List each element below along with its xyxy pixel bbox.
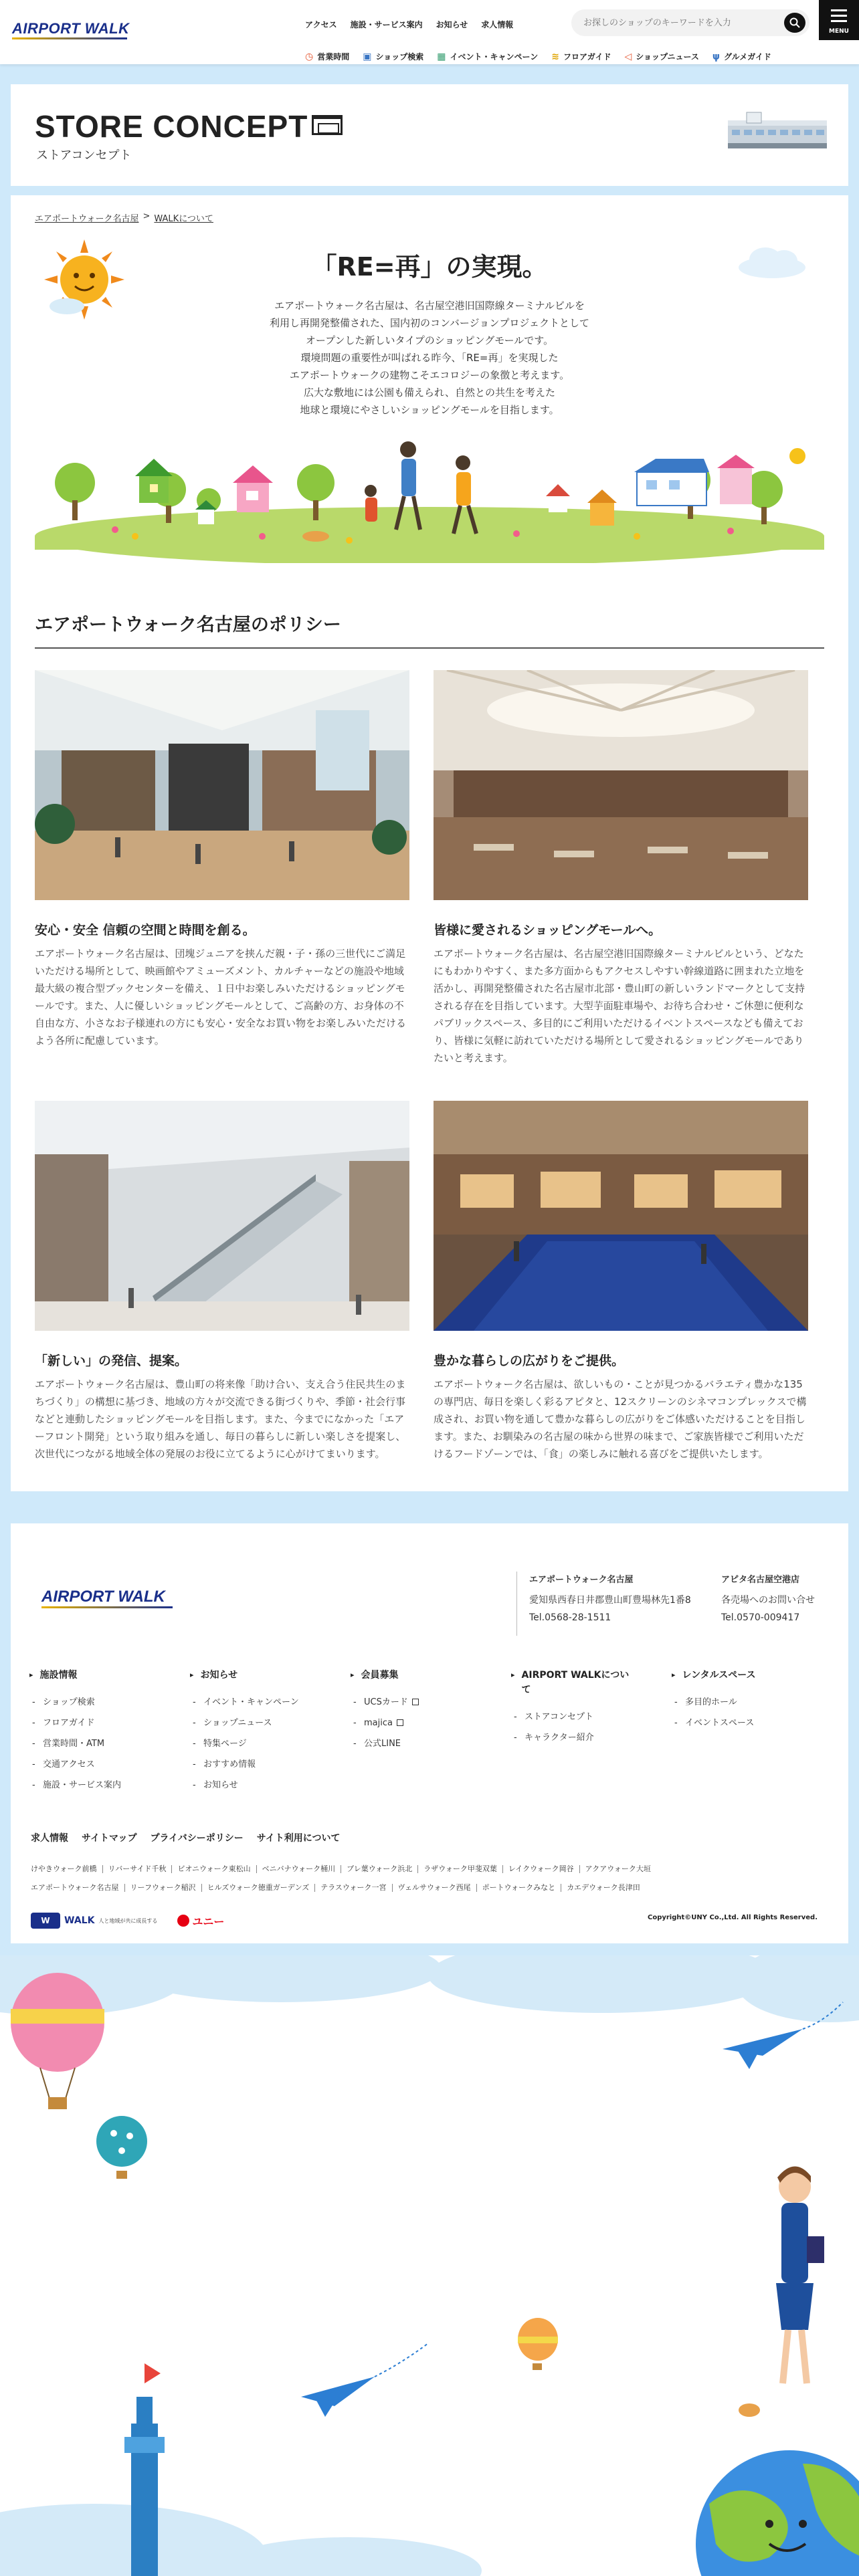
- calendar-icon: ▦: [437, 51, 446, 62]
- footer-link[interactable]: - ストアコンセプト: [511, 1707, 672, 1727]
- site-header: [0, 0, 859, 64]
- search-icon: [789, 17, 800, 28]
- mall-link[interactable]: ビオニウォーク東松山: [171, 1865, 256, 1873]
- menu-label: MENU: [829, 28, 849, 35]
- policy-card-new: [35, 1101, 409, 1463]
- footer-link[interactable]: - 公式LINE: [351, 1733, 511, 1754]
- mall-link[interactable]: アクアウォーク大垣: [579, 1865, 656, 1873]
- store-icon: [312, 115, 343, 135]
- footer-col-facility: [29, 1668, 190, 1796]
- subnav-floor-guide[interactable]: ≋ フロアガイド: [551, 51, 611, 62]
- footer-link[interactable]: - イベントスペース: [672, 1713, 832, 1733]
- sub-nav: [305, 51, 771, 62]
- concept-header-panel: [11, 84, 848, 186]
- search-input[interactable]: [571, 9, 765, 36]
- card-title: 皆様に愛されるショッピングモールへ。: [434, 923, 662, 938]
- top-nav: [305, 19, 513, 30]
- footer-col-rental: [672, 1668, 832, 1796]
- mall-link[interactable]: ポートウォークみなと: [476, 1884, 561, 1892]
- external-link-icon: [412, 1699, 419, 1705]
- mall-link[interactable]: リバーサイド千秋: [102, 1865, 172, 1873]
- footer-utility-links: [31, 1831, 341, 1844]
- menu-button[interactable]: [819, 0, 859, 40]
- sky-illustration: [0, 1955, 859, 2576]
- mall-link[interactable]: レイクウォーク岡谷: [502, 1865, 579, 1873]
- policy-heading: エアポートウォーク名古屋のポリシー: [35, 615, 341, 635]
- main-content-panel: [11, 195, 848, 1491]
- mall-link[interactable]: ベニバナウォーク桶川: [256, 1865, 341, 1873]
- megaphone-icon: ◁: [624, 51, 632, 62]
- restaurant-zone-photo: [434, 1101, 808, 1331]
- search-button[interactable]: [784, 13, 805, 33]
- breadcrumb-current[interactable]: WALKについて: [154, 214, 213, 224]
- food-court-photo: [434, 670, 808, 900]
- nav-news[interactable]: お知らせ: [436, 20, 468, 29]
- mall-link[interactable]: エアポートウォーク名古屋: [31, 1883, 119, 1892]
- footer-link[interactable]: - 施設・サービス案内: [29, 1775, 190, 1796]
- hero-text: エアポートウォーク名古屋は、名古屋空港旧国際線ターミナルビルを 利用し再開発整備された、国内初のコンバージョンプロジェクトとして オープンした新しいタイプのショッピングモールです。 環境問題の重要性が叫ばれる昨今、「RE=再」を実現した エアポートウォークの建物こそエコロジーの象徴と考えます。 広大な敷地には公園も備えられ、自然との共生を考えた 地球と環境にやさしいショッピングモールを目指します。: [269, 300, 590, 416]
- footer-panel: [11, 1523, 848, 1943]
- footer-col-title: ▸ 会員募集: [351, 1668, 511, 1683]
- breadcrumb: [35, 211, 213, 224]
- mall-link[interactable]: けやきウォーク前橋: [31, 1864, 97, 1873]
- walk-mark-icon: W: [31, 1913, 60, 1929]
- footer-link-sitemap[interactable]: サイトマップ: [82, 1833, 137, 1844]
- footer-logo[interactable]: AIRPORT WALK: [41, 1588, 165, 1606]
- footer-logo-underline: [41, 1606, 173, 1608]
- footer-link[interactable]: - キャラクター紹介: [511, 1727, 672, 1748]
- subnav-shop-news[interactable]: ◁ ショップニュース: [624, 51, 699, 62]
- footer-info-mall: エアポートウォーク名古屋 愛知県西春日井郡豊山町豊場林先1番8 Tel.0568-28-1511: [516, 1572, 691, 1636]
- footer-col-about: [511, 1668, 672, 1796]
- policy-card-safety: [35, 670, 409, 1049]
- footer-link-jobs[interactable]: 求人情報: [31, 1833, 68, 1844]
- footer-col-title: ▸ お知らせ: [190, 1668, 351, 1683]
- footer-info-apita: アピタ名古屋空港店 各売場へのお問い合せ Tel.0570-009417: [721, 1575, 815, 1623]
- policy-card-loved: [434, 670, 808, 1067]
- footer-col-membership: [351, 1668, 511, 1796]
- footer-link[interactable]: - 特集ページ: [190, 1733, 351, 1754]
- policy-card-lifestyle: [434, 1101, 808, 1463]
- logo-underline: [12, 37, 127, 39]
- footer-col-title: ▸ 施設情報: [29, 1668, 190, 1683]
- fork-knife-icon: ψ: [712, 51, 720, 62]
- footer-col-title: ▸ レンタルスペース: [672, 1668, 832, 1683]
- breadcrumb-separator: >: [142, 211, 151, 221]
- page-subtitle: ストアコンセプト: [36, 148, 132, 163]
- clock-icon: ◷: [305, 51, 314, 62]
- footer-col-title: ▸ AIRPORT WALKについて: [511, 1668, 638, 1697]
- sister-malls-row-1: [31, 1859, 831, 1879]
- subnav-shop-search[interactable]: ▣ ショップ検索: [363, 51, 424, 62]
- mall-link[interactable]: カエデウォーク長津田: [561, 1884, 646, 1892]
- footer-link[interactable]: - お知らせ: [190, 1775, 351, 1796]
- mall-link[interactable]: プレ葉ウォーク浜北: [341, 1865, 417, 1873]
- card-title: 安心・安全 信頼の空間と時間を創る。: [35, 923, 256, 938]
- footer-link[interactable]: - おすすめ情報: [190, 1754, 351, 1775]
- card-text: エアポートウォーク名古屋は、名古屋空港旧国際線ターミナルビルという、どなたにもわかりやすく、また多方面からもアクセスしやすい幹線道路に囲まれた立地を活かし、再開発整備された名古屋市北部・豊山町の新しいランドマークとして支持される存在を目指しています。大型芋面駐車場や、お待ち合わせ・ご休憩に便利なパブリックスペース、多目的にご利用いただけるイベントスペースなども備えており、皆様に気軽に訪れていただける場所として愛されるショッピングモールでありたいと考えます。: [434, 948, 805, 1064]
- nav-jobs[interactable]: 求人情報: [481, 20, 514, 29]
- external-link-icon: [397, 1719, 403, 1726]
- uny-mark-icon: [177, 1915, 189, 1927]
- uny-logo[interactable]: ユニー: [177, 1913, 224, 1929]
- policy-divider: [35, 647, 824, 649]
- town-family-illustration: [35, 436, 824, 563]
- subnav-gourmet[interactable]: ψ グルメガイド: [712, 51, 771, 62]
- bag-icon: ▣: [363, 51, 372, 62]
- walk-group-logo[interactable]: W WALK 人と地域が共に成長する: [31, 1913, 157, 1929]
- card-text: エアポートウォーク名古屋は、豊山町の将来像「助け合い、支え合う住民共生のまちづくり」の構想に基づき、地域の方々が交流できる街づくりや、季節・社会行事などと連動したショッピングモールを目指します。また、今までになかった「エアーフロント開発」という取り組みを通し、毎日の暮らしに新しい楽しさを提案し、次世代につながる地域全体の発展のお役に立てるように心がけてまいります。: [35, 1378, 406, 1460]
- footer-link-privacy[interactable]: プライバシーポリシー: [150, 1833, 244, 1844]
- footer-link[interactable]: - フロアガイド: [29, 1713, 190, 1733]
- footer-link[interactable]: - 営業時間・ATM: [29, 1733, 190, 1754]
- footer-link[interactable]: - ショップ検索: [29, 1692, 190, 1713]
- card-text: エアポートウォーク名古屋は、欲しいもの・ことが見つかるバラエティ豊かな135の専門店、毎日を楽しく彩るアピタと、12スクリーンのシネマコンプレックスで構成され、お買い物を通して豊かな暮らしの広がりをご体感いただけることを目指します。また、お馴染みの名古屋の味から世界の味まで、ご家族皆様でご利用いただけるフードゾーンでは、「食」の楽しみに触れる喜びをご提供いたします。: [434, 1378, 807, 1460]
- layers-icon: ≋: [551, 51, 559, 62]
- card-title: 「新しい」の発信、提案。: [35, 1354, 188, 1368]
- footer-link-majica[interactable]: - majica: [351, 1713, 511, 1733]
- hamburger-icon: [831, 9, 847, 25]
- subnav-hours[interactable]: ◷ 営業時間: [305, 51, 350, 62]
- hero-title: 「RE=再」の実現。: [311, 252, 548, 282]
- mall-link[interactable]: ラザウォーク甲斐双葉: [417, 1865, 502, 1873]
- footer-link-terms[interactable]: サイト利用について: [256, 1833, 341, 1844]
- nav-access[interactable]: アクセス: [305, 20, 337, 29]
- footer-link-ucs[interactable]: - UCSカード: [351, 1692, 511, 1713]
- mall-link[interactable]: ヴェルサウォーク西尾: [392, 1884, 476, 1892]
- copyright: Copyright©UNY Co.,Ltd. All Rights Reserved.: [647, 1914, 818, 1921]
- breadcrumb-home[interactable]: エアポートウォーク名古屋: [35, 214, 139, 224]
- mall-link[interactable]: リーフウォーク稲沢: [124, 1884, 201, 1892]
- page-title: STORE CONCEPT: [35, 109, 308, 144]
- footer-link[interactable]: - ショップニュース: [190, 1713, 351, 1733]
- card-text: エアポートウォーク名古屋は、団塊ジュニアを挟んだ親・子・孫の三世代にご満足いただける場所として、映画館やアミューズメント、カルチャーなどの施設や地域最大級の複合型ブックセンターを備え、１日中お楽しみいただけるショッピングモールです。また、人に優しいショッピングモールとして、ご高齢の方、お身体の不自由な方、小さなお子様連れの方にも安心・安全なお買い物をお楽しみいただけるよう各所に配慮しています。: [35, 948, 407, 1047]
- site-logo[interactable]: AIRPORT WALK: [12, 20, 130, 37]
- footer-link[interactable]: - イベント・キャンペーン: [190, 1692, 351, 1713]
- escalator-atrium-photo: [35, 1101, 409, 1331]
- mall-link[interactable]: ヒルズウォーク徳重ガーデンズ: [201, 1884, 315, 1892]
- brand-logos: [31, 1913, 224, 1929]
- card-title: 豊かな暮らしの広がりをご提供。: [434, 1354, 625, 1368]
- footer-col-news: [190, 1668, 351, 1796]
- airport-building-illustration: [728, 111, 827, 151]
- subnav-events[interactable]: ▦ イベント・キャンペーン: [437, 51, 539, 62]
- mall-link[interactable]: テラスウォーク一宮: [314, 1884, 391, 1892]
- search-box: [571, 9, 809, 36]
- nav-facility[interactable]: 施設・サービス案内: [350, 20, 423, 29]
- footer-link[interactable]: - 交通アクセス: [29, 1754, 190, 1775]
- mall-interior-photo: [35, 670, 409, 900]
- footer-nav-columns: [29, 1668, 832, 1796]
- footer-link[interactable]: - 多目的ホール: [672, 1692, 832, 1713]
- sister-malls-row-2: [31, 1878, 831, 1898]
